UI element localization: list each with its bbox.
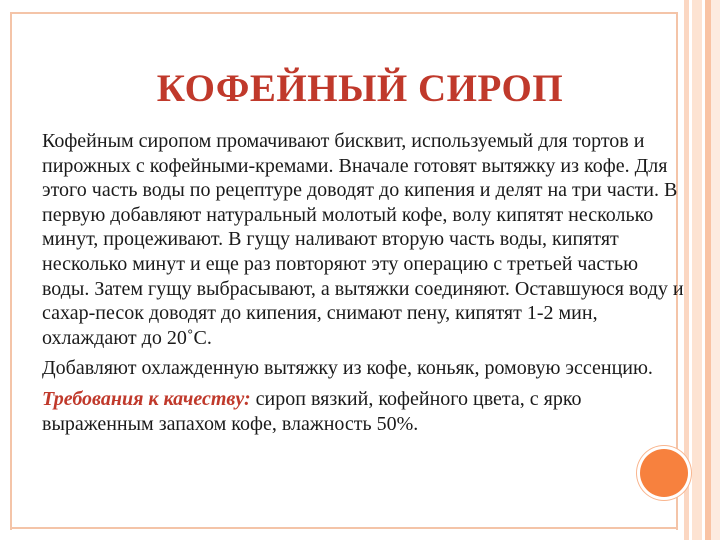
- body-paragraph-2: Добавляют охлажденную вытяжку из кофе, коньяк, ромовую эссенцию.: [42, 357, 653, 380]
- frame-top-line: [10, 12, 678, 14]
- frame-bottom-line: [10, 527, 678, 529]
- decorative-circle: [640, 449, 688, 497]
- body-paragraph-1: Кофейным сиропом промачивают бисквит, используемый для тортов и пирожных с кофейными-кремами. Вначале готовят вытяжку из кофе. Для этого часть воды по рецептуре доводят до кипения и делят на три части. В первую добавляют натуральный молотый кофе, волу кипятят несколько минут, процеживают. В гущу наливают вторую часть воды, кипятят несколько минут и еще раз повторяют эту операцию с третьей частью воды. Затем гущу выбрасывают, а вытяжки соединяют. Оставшуюся воду и сахар-песок доводят до кипения, снимают пену, кипятят 1-2 мин, охлаждают до 20˚С.: [42, 130, 684, 349]
- requirements-text: сироп вязкий, кофейного цвета, с ярко выраженным запахом кофе, влажность 50%.: [42, 387, 582, 435]
- slide-title: КОФЕЙНЫЙ СИРОП: [156, 67, 564, 110]
- requirements-label: Требования к качеству:: [42, 387, 251, 410]
- requirements-paragraph: [42, 387, 687, 436]
- slide-body: [42, 129, 687, 442]
